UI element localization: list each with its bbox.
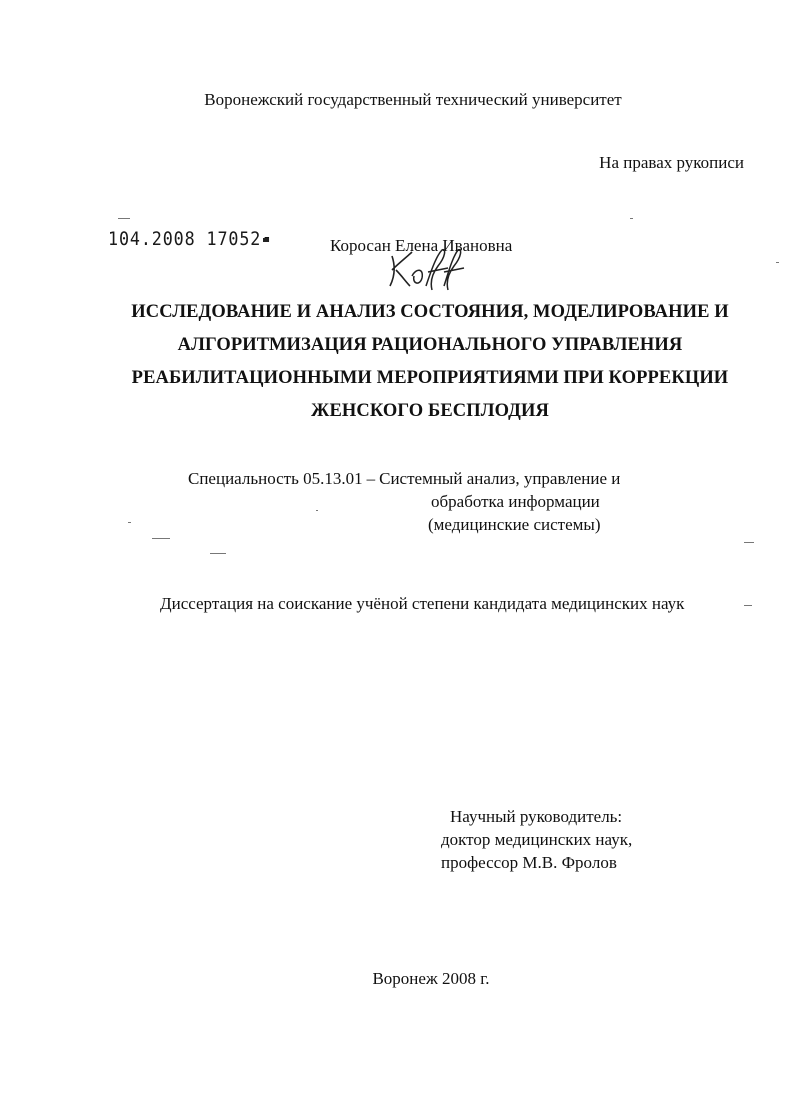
supervisor-heading: Научный руководитель: bbox=[450, 807, 623, 826]
scan-speck bbox=[744, 542, 754, 543]
title-line: ЖЕНСКОГО БЕСПЛОДИЯ bbox=[311, 401, 549, 421]
specialty-block bbox=[188, 467, 620, 536]
scientific-supervisor bbox=[441, 805, 633, 874]
scan-speck bbox=[210, 553, 226, 554]
scan-speck bbox=[128, 522, 131, 523]
archive-stamp-number bbox=[108, 228, 269, 250]
city-year: Воронеж 2008 г. bbox=[372, 969, 490, 988]
specialty-label: Специальность 05.13.01 bbox=[188, 469, 363, 488]
manuscript-rights: На правах рукописи bbox=[599, 153, 744, 172]
scan-speck bbox=[630, 218, 633, 219]
scan-speck bbox=[263, 238, 269, 242]
scan-speck bbox=[776, 262, 779, 263]
university-name: Воронежский государственный технический университет bbox=[204, 90, 622, 109]
scan-speck bbox=[152, 538, 170, 539]
title-line: АЛГОРИТМИЗАЦИЯ РАЦИОНАЛЬНОГО УПРАВЛЕНИЯ bbox=[177, 335, 683, 355]
specialty-description: обработка информации bbox=[431, 492, 600, 511]
title-line: ИССЛЕДОВАНИЕ И АНАЛИЗ СОСТОЯНИЯ, МОДЕЛИРОВАНИЕ И bbox=[131, 302, 729, 322]
title-line: РЕАБИЛИТАЦИОННЫМИ МЕРОПРИЯТИЯМИ ПРИ КОРРЕКЦИИ bbox=[131, 368, 729, 388]
scan-speck bbox=[118, 218, 130, 219]
specialty-dash: – bbox=[366, 469, 376, 488]
specialty-description: (медицинские системы) bbox=[428, 515, 601, 534]
supervisor-name: профессор М.В. Фролов bbox=[441, 853, 617, 872]
specialty-description: Системный анализ, управление и bbox=[379, 469, 621, 488]
handwritten-signature-icon bbox=[386, 246, 466, 292]
dissertation-title bbox=[100, 296, 760, 428]
author-name: Коросан Елена Ивановна bbox=[330, 236, 513, 255]
dissertation-degree: Диссертация на соискание учёной степени кандидата медицинских наук bbox=[160, 594, 685, 613]
scan-speck bbox=[744, 605, 752, 606]
scan-speck bbox=[316, 510, 318, 511]
archive-number-text: 104.2008 17052 bbox=[108, 228, 262, 250]
supervisor-degree: доктор медицинских наук, bbox=[441, 830, 633, 849]
